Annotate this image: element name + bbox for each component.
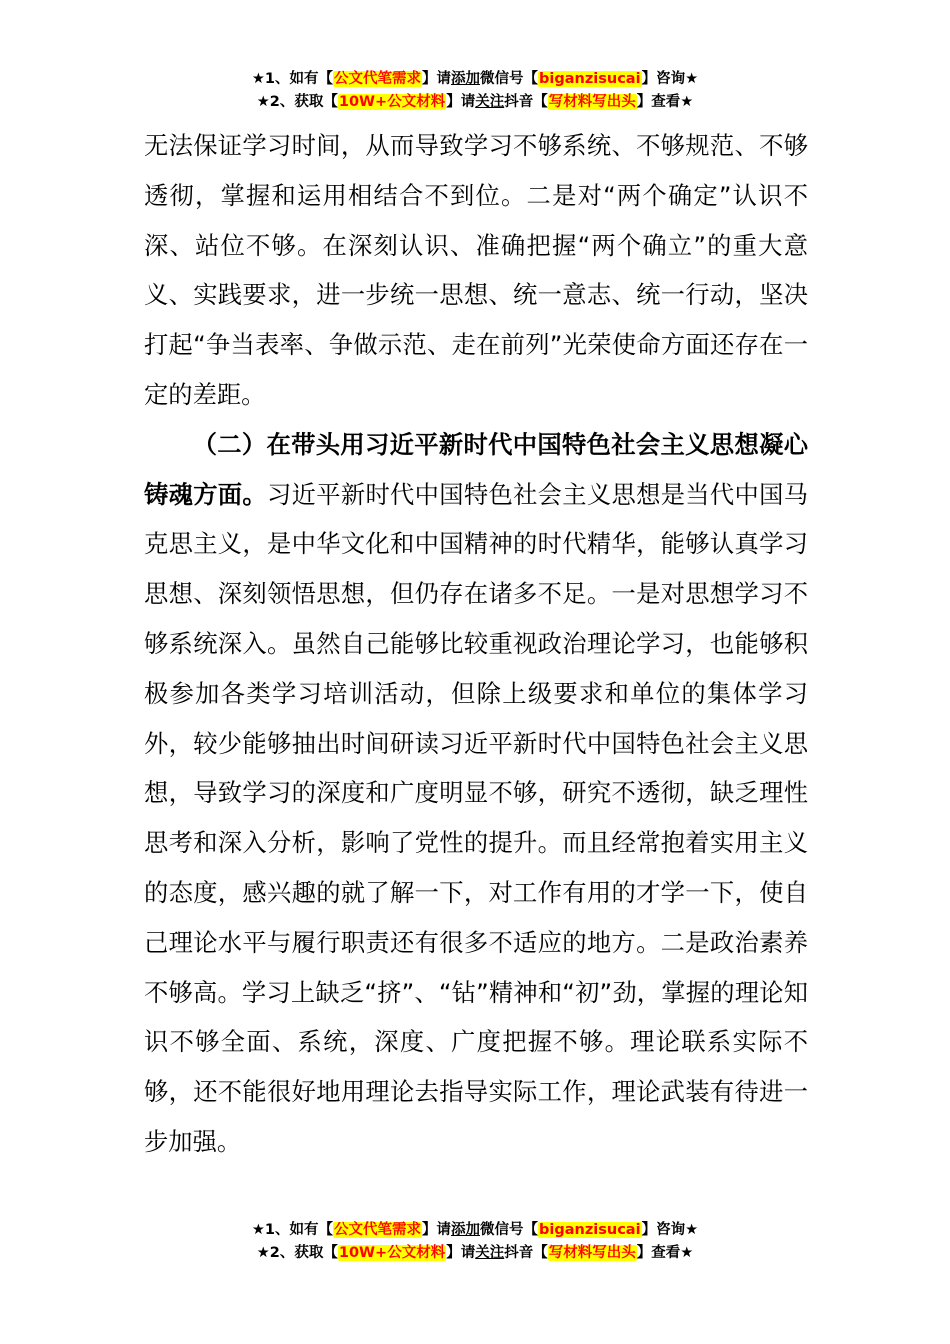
footer-line-1-suffix: 】咨询★ (641, 1222, 699, 1238)
footer-line-1-emphasis: 添加 (451, 1222, 481, 1238)
banner-line-1-mid: 】请 (422, 71, 452, 87)
banner-line-2-highlight-materials: 10W+公文材料 (338, 94, 446, 110)
footer-banner-line-1 (0, 1219, 950, 1242)
footer-line-2-mid2: 抖音【 (504, 1245, 548, 1261)
banner-line-2 (0, 91, 950, 114)
header-banner (0, 68, 950, 114)
banner-line-2-suffix: 】查看★ (636, 94, 694, 110)
banner-line-1-highlight-wechat: biganzisucai (539, 71, 641, 87)
banner-line-2-mid2: 抖音【 (504, 94, 548, 110)
banner-line-2-mid: 】请 (446, 94, 476, 110)
paragraph-section-two (144, 420, 808, 1167)
footer-banner (0, 1219, 950, 1265)
banner-line-1-prefix: ★1、如有【 (251, 71, 334, 87)
banner-line-2-highlight-douyin: 写材料写出头 (548, 94, 636, 110)
footer-line-1-mid: 】请 (422, 1222, 452, 1238)
banner-line-1-emphasis: 添加 (451, 71, 481, 87)
footer-line-2-emphasis: 关注 (475, 1245, 505, 1261)
paragraph-continuation: 无法保证学习时间，从而导致学习不够系统、不够规范、不够透彻，掌握和运用相结合不到位。二是对“两个确定”认识不深、站位不够。在深刻认识、准确把握“两个确立”的重大意义、实践要求，进一步统一思想、统一意志、统一行动，坚决打起“争当表率、争做示范、走在前列”光荣使命方面还存在一定的差距。 (144, 131, 808, 409)
banner-line-1-highlight-service: 公文代笔需求 (334, 71, 422, 87)
footer-line-1-prefix: ★1、如有【 (251, 1222, 334, 1238)
banner-line-1-mid2: 微信号【 (480, 71, 539, 87)
banner-line-2-prefix: ★2、获取【 (256, 94, 338, 110)
footer-line-1-highlight-wechat: biganzisucai (539, 1222, 641, 1238)
banner-line-2-emphasis: 关注 (475, 94, 505, 110)
section-heading: （二）在带头用习近平新时代中国特色社会主义思想凝心铸魂方面。 (144, 429, 808, 509)
footer-line-2-highlight-douyin: 写材料写出头 (548, 1245, 636, 1261)
footer-line-2-mid: 】请 (446, 1245, 476, 1261)
banner-line-1-suffix: 】咨询★ (641, 71, 699, 87)
footer-line-2-prefix: ★2、获取【 (256, 1245, 338, 1261)
document-body (144, 121, 808, 1167)
footer-banner-line-2 (0, 1242, 950, 1265)
footer-line-1-mid2: 微信号【 (480, 1222, 539, 1238)
footer-line-1-highlight-service: 公文代笔需求 (334, 1222, 422, 1238)
footer-line-2-suffix: 】查看★ (636, 1245, 694, 1261)
footer-line-2-highlight-materials: 10W+公文材料 (338, 1245, 446, 1261)
banner-line-1 (0, 68, 950, 91)
section-text: 习近平新时代中国特色社会主义思想是当代中国马克思主义，是中华文化和中国精神的时代精华，能够认真学习思想、深刻领悟思想，但仍存在诸多不足。一是对思想学习不够系统深入。虽然自己能够比较重视政治理论学习，也能够积极参加各类学习培训活动，但除上级要求和单位的集体学习外，较少能够抽出时间研读习近平新时代中国特色社会主义思想，导致学习的深度和广度明显不够，研究不透彻，缺乏理性思考和深入分析，影响了党性的提升。而且经常抱着实用主义的态度，感兴趣的就了解一下，对工作有用的才学一下，使自己理论水平与履行职责还有很多不适应的地方。二是政治素养不够高。学习上缺乏“挤”、“钻”精神和“初”劲，掌握的理论知识不够全面、系统，深度、广度把握不够。理论联系实际不够，还不能很好地用理论去指导实际工作，理论武装有待进一步加强。 (144, 479, 809, 1156)
